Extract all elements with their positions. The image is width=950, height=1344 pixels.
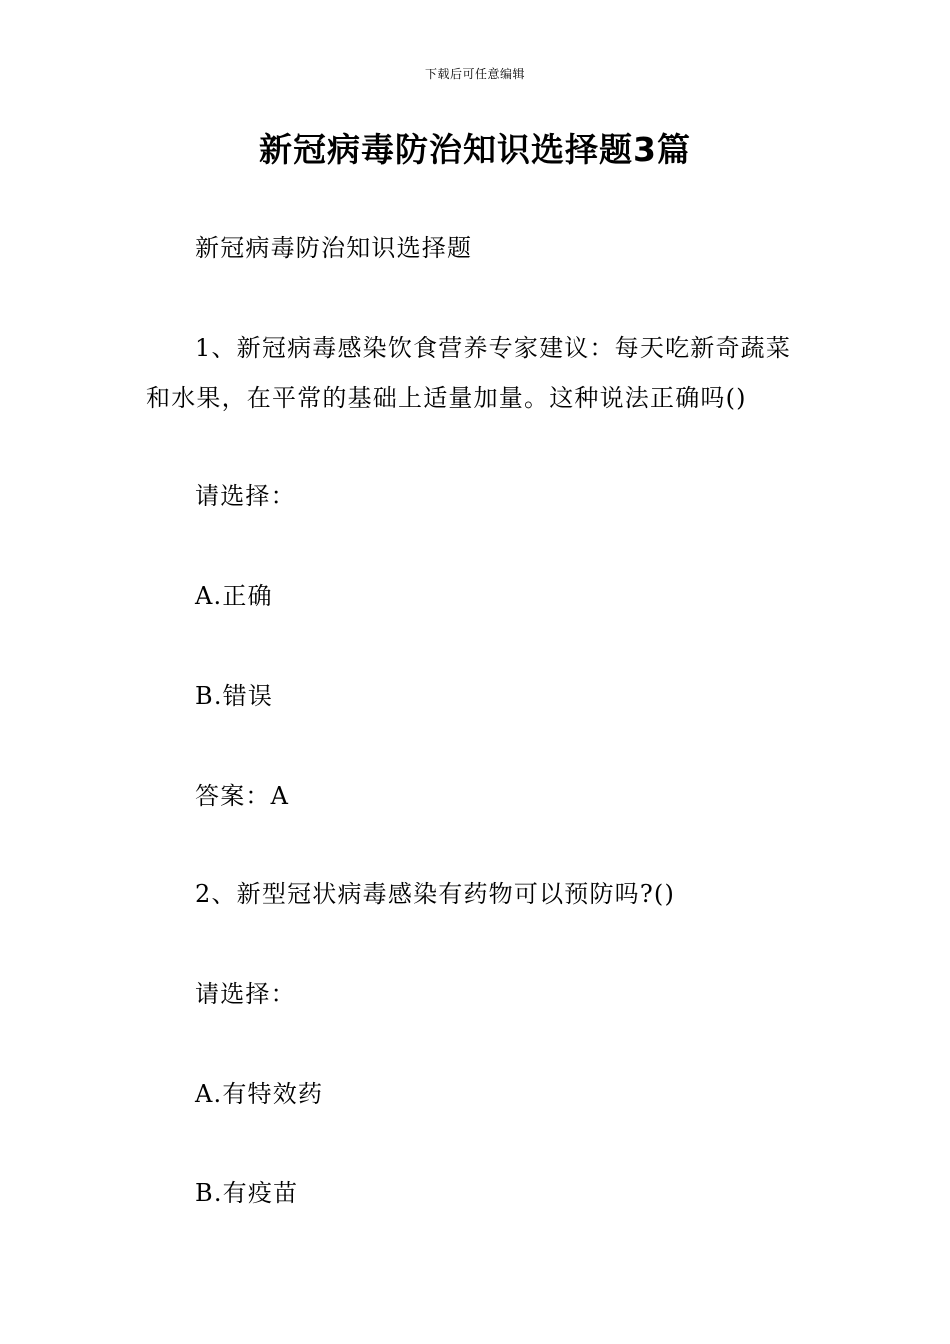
question-1-option-b: B.错误: [195, 682, 274, 710]
document-title: 新冠病毒防治知识选择题3篇: [259, 130, 691, 169]
question-2-option-a: A.有特效药: [195, 1080, 324, 1108]
question-1-text: 1、新冠病毒感染饮食营养专家建议：每天吃新奇蔬菜和水果，在平常的基础上适量加量。这种说法正确吗(): [146, 334, 792, 412]
question-2-prompt: 请选择：: [195, 980, 296, 1008]
section-subtitle: 新冠病毒防治知识选择题: [195, 234, 473, 262]
question-1-prompt: 请选择：: [195, 482, 296, 510]
question-1-answer: 答案：A: [195, 782, 290, 810]
header-note: 下载后可任意编辑: [424, 67, 525, 81]
question-2-text: 2、新型冠状病毒感染有药物可以预防吗?(): [195, 880, 676, 908]
question-2-option-b: B.有疫苗: [195, 1179, 299, 1207]
question-1-option-a: A.正确: [195, 582, 273, 610]
